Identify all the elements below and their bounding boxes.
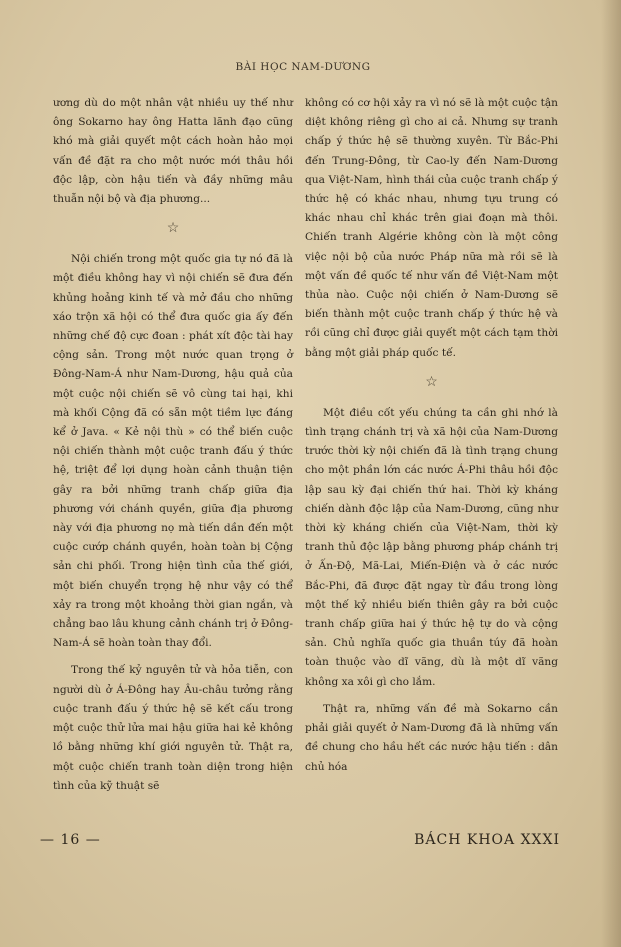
magazine-name: BÁCH KHOA XXXI bbox=[414, 832, 560, 848]
right-column bbox=[305, 94, 558, 777]
right-paragraph-3: Thật ra, những vấn đề mà Sokarno cần phải giải quyết ở Nam-Dương đã là những vấn đề chung cho hầu hết các nước hậu tiến : dân chủ hóa bbox=[305, 702, 558, 773]
left-paragraph-2: Nội chiến trong một quốc gia tự nó đã là một điều không hay vì nội chiến sẽ đưa đến khủng hoảng kinh tế và mở đầu cho những xáo trộn xã hội có thể đưa quốc gia ấy đến những chế độ cực đoan : phát xít độc tài hay cộng sản. Trong một nước quan trọng ở Đông-Nam-Á như Nam-Dương, hậu quả của một cuộc nội chiến sẽ vô cùng tai hại, khi mà khối Cộng đã có sẵn một tiềm lực đáng kể ở Java. « Kẻ nội thù » có thể biến cuộc nội chiến thành một cuộc tranh đấu ý thức hệ, triệt để lợi dụng hoàn cảnh thuận tiện gây ra bởi những tranh chấp giữa địa phương với chánh quyền, giữa địa phương này với địa phương nọ mà tiến dần đến một cuộc cướp chánh quyền, hoàn toàn bị Cộng sản chi phối. Trong hiện tình của thế giới, một biến chuyển trọng hệ như vậy có thể xảy ra trong một khoảng thời gian ngắn, và chẳng bao lâu khung cảnh chánh trị ở Đông-Nam-Á sẽ hoàn toàn thay đổi. bbox=[53, 253, 293, 650]
section-separator-star-icon: ☆ bbox=[166, 220, 180, 237]
right-paragraph-2: Một điều cốt yếu chúng ta cần ghi nhớ là tình trạng chánh trị và xã hội của Nam-Dương trước thời kỳ nội chiến đã là tình trạng chung cho một phần lớn các nước Á-Phi thâu hồi độc lập sau kỳ đại chiến thứ hai. Thời kỳ kháng chiến dành độc lập của Nam-Dương, cũng như thời kỳ kháng chiến của Việt-Nam, thời kỳ tranh thủ độc lập bằng phương pháp chánh trị ở Ấn-Độ, Mã-Lai, Miến-Điện và ở các nước Bắc-Phi, đã được đặt ngay từ đầu trong lòng một thế kỷ nhiều biến thiên gây ra bởi cuộc tranh chấp giữa hai ý thức hệ tự do và cộng sản. Chủ nghĩa quốc gia thuần túy đã hoàn toàn thuộc vào dĩ vãng, dù là một dĩ vãng không xa xôi gì cho lắm. bbox=[305, 406, 558, 688]
page-footer bbox=[40, 832, 560, 854]
left-paragraph-1: ương dù do một nhân vật nhiều uy thế như ông Sokarno hay ông Hatta lãnh đạo cũng khó mà giải quyết một cách hoàn hảo mọi vấn đề đặt ra cho một nước mới thâu hồi độc lập, còn hậu tiến và đầy những mâu thuẫn nội bộ và địa phương... bbox=[53, 97, 293, 206]
right-paragraph-1: không có cơ hội xảy ra vì nó sẽ là một cuộc tận diệt không riêng gì cho ai cả. Nhưng sự tranh chấp ý thức hệ sẽ thường xuyên. Từ Bắc-Phi đến Trung-Đông, từ Cao-ly đến Nam-Dương qua Việt-Nam, hình thái của cuộc tranh chấp ý thức hệ có khác nhau, nhưng tựu trung có khác nhau chỉ khác trên giai đoạn mà thôi. Chiến tranh Algérie không còn là một công việc nội bộ của nước Pháp nữa mà rồi sẽ là một vấn đề quốc tế như vấn đề Việt-Nam một thủa nào. Cuộc nội chiến ở Nam-Dương sẽ biến thành một cuộc tranh chấp ý thức hệ và rồi cũng chỉ được giải quyết một cách tạm thời bằng một giải pháp quốc tế. bbox=[305, 97, 558, 359]
left-paragraph-3: Trong thế kỷ nguyên tử và hỏa tiễn, con người dù ở Á-Đông hay Âu-châu tưởng rằng cuộc tranh đấu ý thức hệ sẽ kết cấu trong một cuộc thử lửa mai hậu giữa hai kẻ không lồ bằng những khí giới nguyên tử. Thật ra, một cuộc chiến tranh toàn diện trong hiện tình của kỹ thuật sẽ bbox=[53, 664, 293, 792]
page-edge-shadow bbox=[601, 0, 621, 947]
left-column bbox=[53, 94, 293, 796]
section-separator-star-icon: ☆ bbox=[425, 373, 438, 390]
running-title: BÀI HỌC NAM-DƯƠNG bbox=[235, 61, 371, 73]
page-number: — 16 — bbox=[40, 832, 101, 848]
